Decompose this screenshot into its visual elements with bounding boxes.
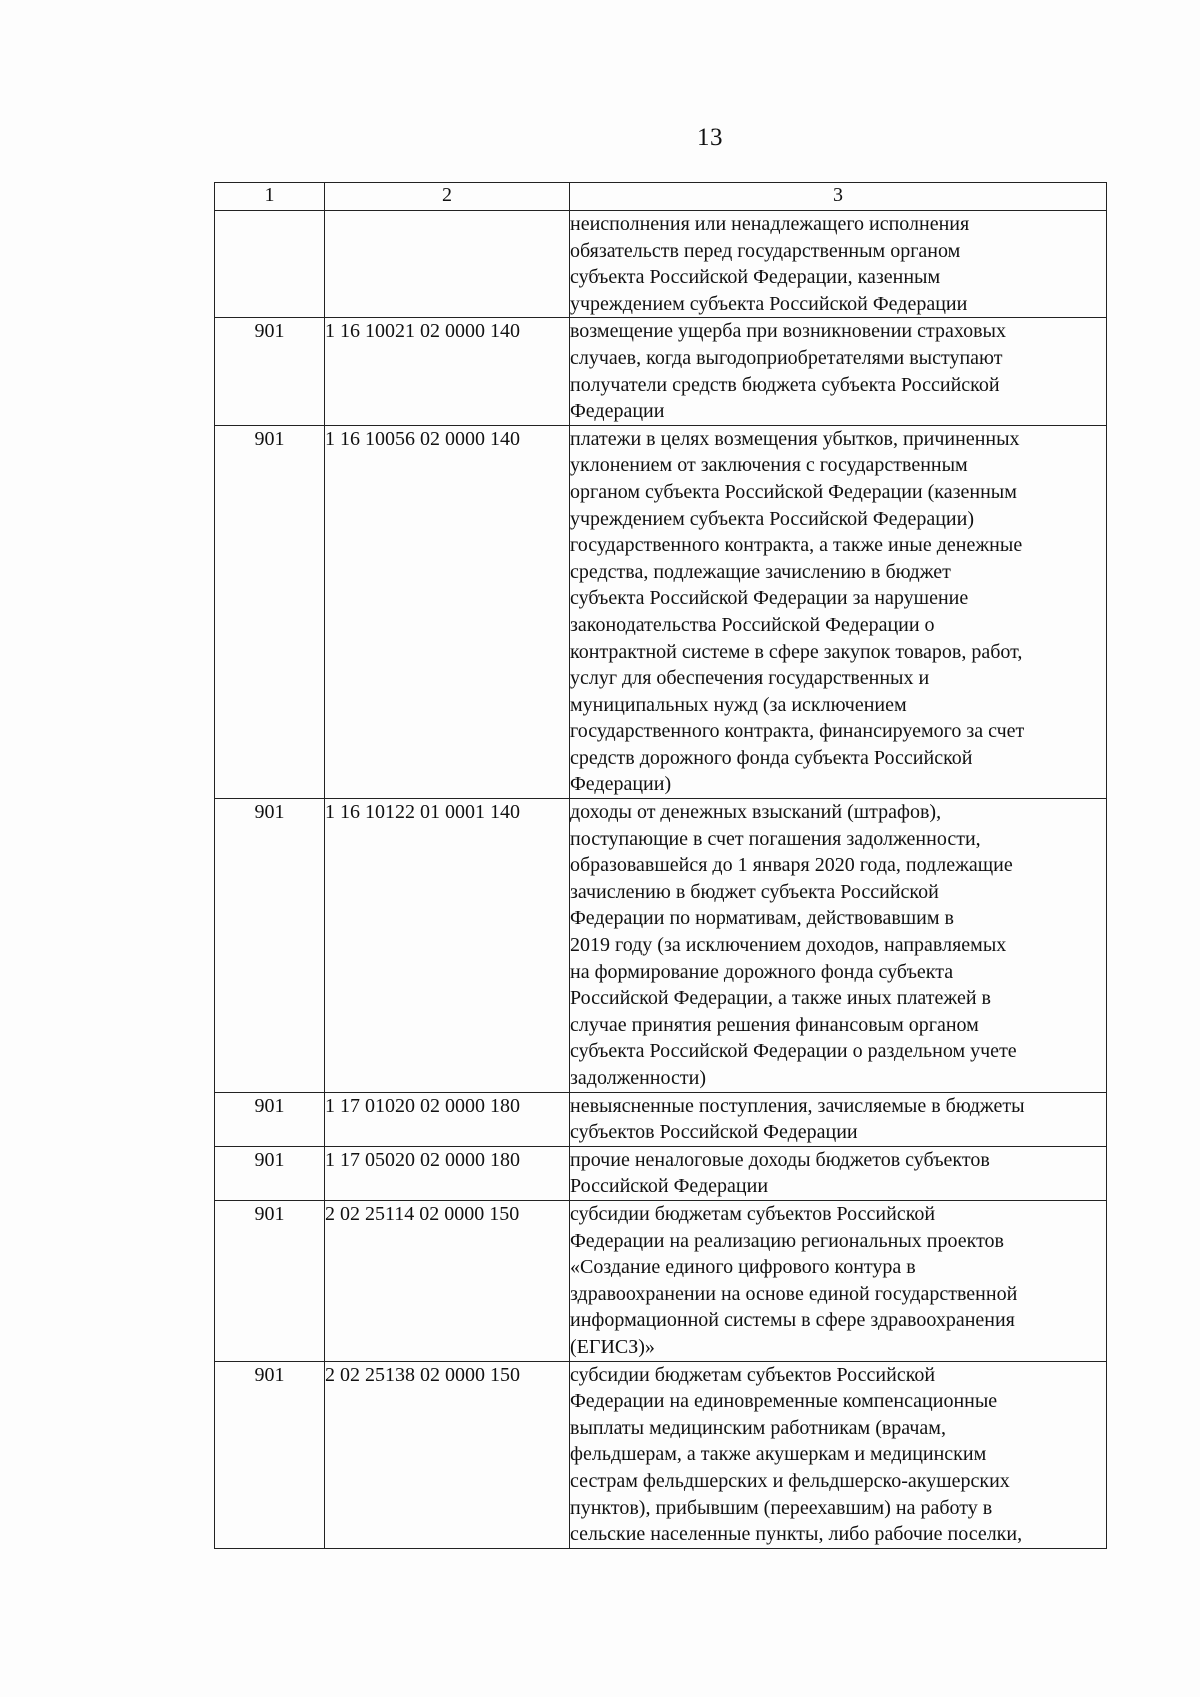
budget-classification-code-cell	[325, 211, 570, 318]
description-line: задолженности)	[570, 1067, 706, 1089]
description-line: Федерации на реализацию региональных проектов	[570, 1229, 1004, 1252]
description-line: образовавшейся до 1 января 2020 года, подлежащие	[570, 854, 1013, 877]
description-line: уклонением от заключения с государственным	[570, 454, 968, 477]
revenue-description-cell	[570, 1092, 1107, 1146]
description-line: контрактной системе в сфере закупок товаров, работ,	[570, 640, 1023, 663]
column-header-3: 3	[570, 183, 1107, 211]
table-row	[215, 1092, 1107, 1146]
description-line: субъекта Российской Федерации, казенным	[570, 266, 941, 289]
description-line: зачислению в бюджет субъекта Российской	[570, 880, 939, 903]
description-line: случае принятия решения финансовым органом	[570, 1013, 979, 1036]
description-line: Федерации на единовременные компенсационные	[570, 1390, 998, 1413]
admin-code-cell: 901	[215, 318, 325, 425]
description-line: доходы от денежных взысканий (штрафов),	[570, 801, 942, 824]
table-row	[215, 1361, 1107, 1548]
budget-classification-code-cell: 1 16 10021 02 0000 140	[325, 318, 570, 425]
budget-classification-code-cell: 1 17 05020 02 0000 180	[325, 1146, 570, 1200]
description-line: здравоохранении на основе единой государственной	[570, 1282, 1018, 1305]
description-line: законодательства Российской Федерации о	[570, 613, 935, 636]
admin-code-cell: 901	[215, 1361, 325, 1548]
description-line: государственного контракта, а также иные денежные	[570, 534, 1023, 557]
description-line: случаев, когда выгодоприобретателями выступают	[570, 346, 1003, 369]
description-line: сестрам фельдшерских и фельдшерско-акушерских	[570, 1469, 1010, 1492]
description-line: учреждением субъекта Российской Федерации	[570, 292, 968, 315]
revenue-description-cell	[570, 799, 1107, 1093]
table-row	[215, 211, 1107, 318]
description-line: поступающие в счет погашения задолженности,	[570, 827, 981, 850]
revenue-codes-table	[214, 182, 1107, 1549]
description-line: выплаты медицинским работникам (врачам,	[570, 1416, 946, 1439]
budget-classification-code-cell: 1 16 10056 02 0000 140	[325, 425, 570, 798]
description-line: субъекта Российской Федерации за нарушение	[570, 587, 969, 610]
description-line: на формирование дорожного фонда субъекта	[570, 960, 954, 983]
budget-classification-code-cell: 1 17 01020 02 0000 180	[325, 1092, 570, 1146]
description-line: муниципальных нужд (за исключением	[570, 693, 907, 716]
description-line: информационной системы в сфере здравоохранения	[570, 1309, 1015, 1332]
column-header-1: 1	[215, 183, 325, 211]
description-line: субъектов Российской Федерации	[570, 1121, 858, 1144]
description-line: платежи в целях возмещения убытков, причиненных	[570, 427, 1020, 450]
description-line: Федерации	[570, 400, 665, 423]
table-row	[215, 1146, 1107, 1200]
revenue-description-cell	[570, 318, 1107, 425]
description-line: возмещение ущерба при возникновении страховых	[570, 320, 1006, 343]
description-line: средства, подлежащие зачислению в бюджет	[570, 560, 951, 583]
description-line: Федерации)	[570, 773, 672, 796]
revenue-description-cell	[570, 425, 1107, 798]
description-line: прочие неналоговые доходы бюджетов субъектов	[570, 1148, 990, 1171]
description-line: получатели средств бюджета субъекта Российской	[570, 373, 1000, 396]
table-row	[215, 425, 1107, 798]
admin-code-cell: 901	[215, 1146, 325, 1200]
table-row	[215, 1200, 1107, 1361]
admin-code-cell: 901	[215, 799, 325, 1093]
revenue-description-cell	[570, 1361, 1107, 1548]
table-row	[215, 318, 1107, 425]
description-line: сельские населенные пункты, либо рабочие поселки,	[570, 1523, 1023, 1546]
page-number: 13	[697, 124, 723, 151]
column-header-2: 2	[325, 183, 570, 211]
description-line: Российской Федерации	[570, 1175, 769, 1198]
description-line: средств дорожного фонда субъекта Российской	[570, 746, 973, 769]
admin-code-cell: 901	[215, 1092, 325, 1146]
description-line: органом субъекта Российской Федерации (казенным	[570, 480, 1017, 503]
table-body	[215, 211, 1107, 1549]
description-line: государственного контракта, финансируемого за счет	[570, 720, 1025, 743]
description-line: неисполнения или ненадлежащего исполнения	[570, 213, 970, 235]
table-header-row	[215, 183, 1107, 211]
description-line: учреждением субъекта Российской Федерации)	[570, 507, 974, 530]
revenue-description-cell	[570, 1146, 1107, 1200]
description-line: субъекта Российской Федерации о раздельном учете	[570, 1040, 1017, 1063]
description-line: услуг для обеспечения государственных и	[570, 667, 930, 690]
description-line: пунктов), прибывшим (переехавшим) на работу в	[570, 1496, 993, 1519]
budget-classification-code-cell: 1 16 10122 01 0001 140	[325, 799, 570, 1093]
budget-classification-code-cell: 2 02 25114 02 0000 150	[325, 1200, 570, 1361]
revenue-description-cell	[570, 1200, 1107, 1361]
description-line: фельдшерам, а также акушеркам и медицинским	[570, 1443, 987, 1466]
description-line: 2019 году (за исключением доходов, направляемых	[570, 934, 1007, 957]
budget-classification-code-cell: 2 02 25138 02 0000 150	[325, 1361, 570, 1548]
table-row	[215, 799, 1107, 1093]
description-line: невыясненные поступления, зачисляемые в бюджеты	[570, 1094, 1025, 1117]
description-line: обязательств перед государственным органом	[570, 239, 961, 262]
admin-code-cell	[215, 211, 325, 318]
description-line: Федерации по нормативам, действовавшим в	[570, 907, 954, 930]
admin-code-cell: 901	[215, 425, 325, 798]
revenue-description-cell	[570, 211, 1107, 318]
description-line: субсидии бюджетам субъектов Российской	[570, 1363, 936, 1386]
description-line: (ЕГИСЗ)»	[570, 1335, 655, 1358]
admin-code-cell: 901	[215, 1200, 325, 1361]
description-line: субсидии бюджетам субъектов Российской	[570, 1202, 936, 1225]
description-line: Российской Федерации, а также иных платежей в	[570, 987, 991, 1010]
description-line: «Создание единого цифрового контура в	[570, 1256, 916, 1279]
